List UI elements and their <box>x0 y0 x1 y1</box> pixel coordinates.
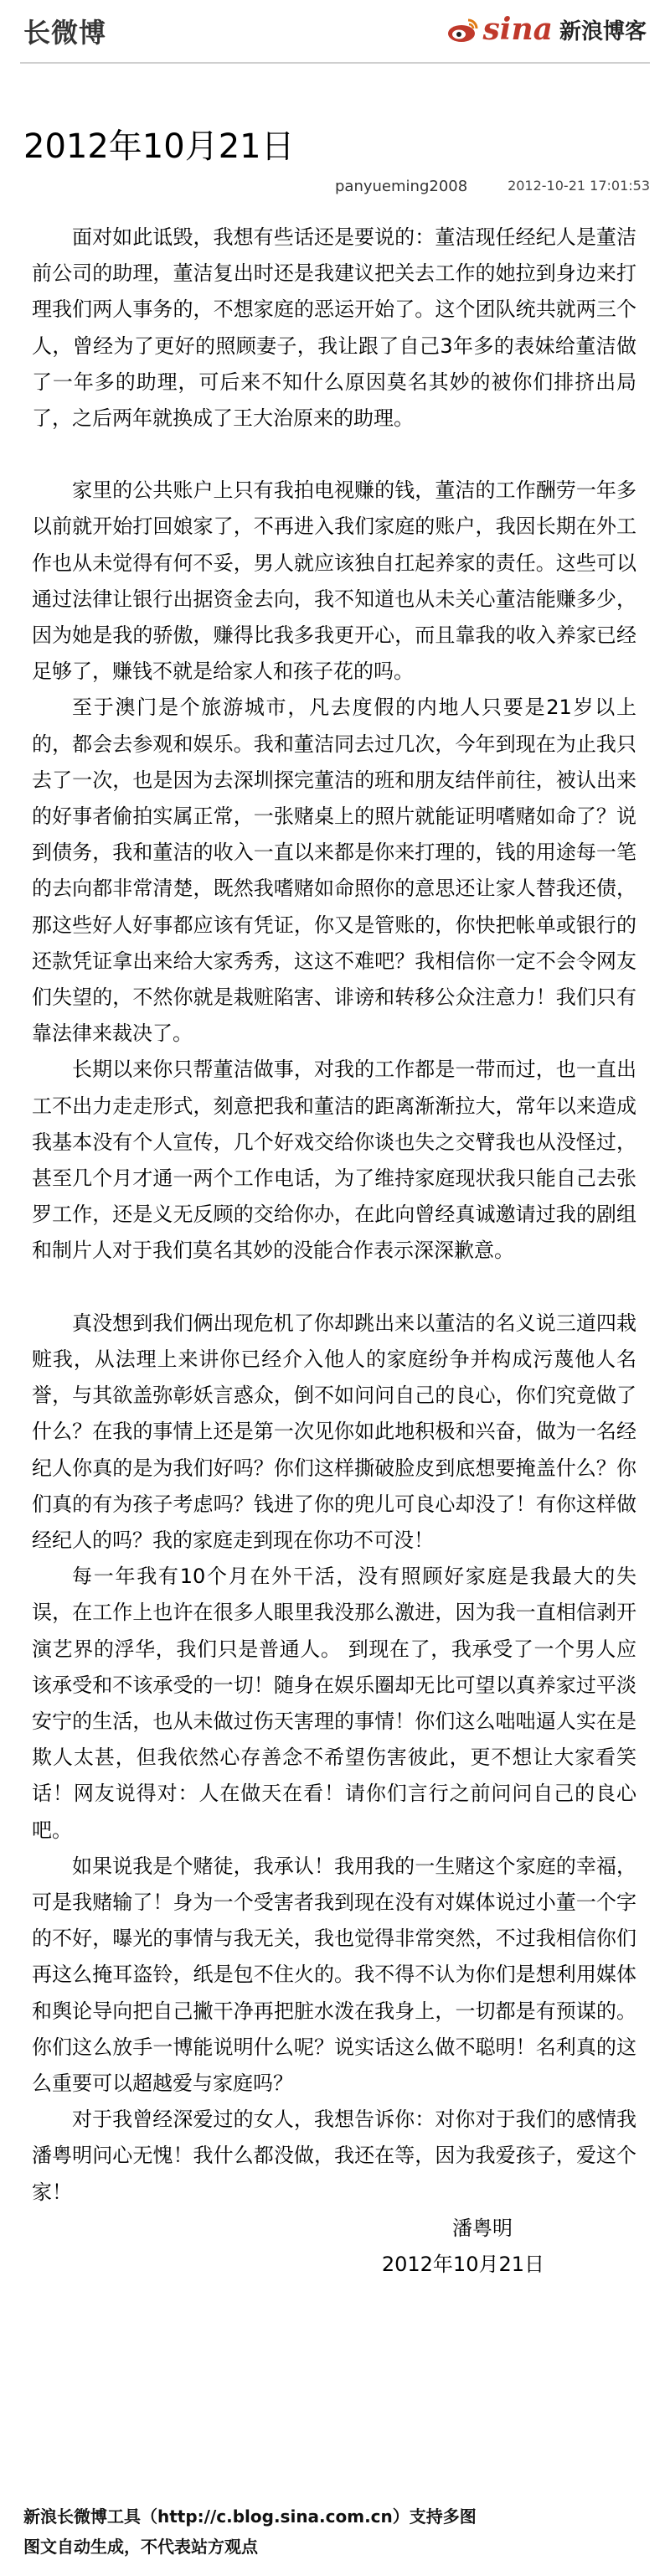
sina-eye-icon <box>446 15 480 44</box>
paragraph: 如果说我是个赌徒，我承认！我用我的一生赌这个家庭的幸福，可是我赌输了！身为一个受害者我到现在没有对媒体说过小董一个字的不好，曝光的事情与我无关，我也觉得非常突然，不过我相信你们再这么掩耳盗铃，纸是包不住火的。我不得不认为你们是想利用媒体和舆论导向把自己撇干净再把脏水泼在我身上，一切都是有预谋的。你们这么放手一博能说明什么呢？说实话这么做不聪明！名利真的这么重要可以超越爱与家庭吗？ <box>32 1854 636 2095</box>
header <box>0 0 670 62</box>
footer-disclaimer: 图文自动生成，不代表站方观点 <box>23 2537 258 2557</box>
post-title: 2012年10月21日 <box>23 127 295 166</box>
app-title: 长微博 <box>23 17 107 49</box>
paragraph-gap <box>32 437 636 473</box>
footer-tool-note[interactable]: 新浪长微博工具（http://c.blog.sina.com.cn）支持多图 <box>23 2506 477 2527</box>
paragraph: 家里的公共账户上只有我拍电视赚的钱，董洁的工作酬劳一年多以前就开始打回娘家了，不再进入我们家庭的账户，我因长期在外工作也从未觉得有何不妥，男人就应该独自扛起养家的责任。这些可以通过法律让银行出据资金去向，我不知道也从未关心董洁能赚多少，因为她是我的骄傲，赚得比我多我更开心，而且靠我的收入养家已经足够了，赚钱不就是给家人和孩子花的吗。 <box>32 478 636 684</box>
blog-brand-label: 新浪博客 <box>559 18 647 44</box>
paragraph: 至于澳门是个旅游城市，凡去度假的内地人只要是21岁以上的，都会去参观和娱乐。我和董洁同去过几次，今年到现在为止我只去了一次，也是因为去深圳探完董洁的班和朋友结伴前往，被认出来的好事者偷拍实属正常，一张赌桌上的照片就能证明嗜赌如命了？说到债务，我和董洁的收入一直以来都是你来打理的，钱的用途每一笔的去向都非常清楚，既然我嗜赌如命照你的意思还让家人替我还债，那这些好人好事都应该有凭证，你又是管账的，你快把帐单或银行的还款凭证拿出来给大家秀秀，这这不难吧？我相信你一定不会令网友们失望的，不然你就是栽赃陷害、诽谤和转移公众注意力！我们只有靠法律来裁决了。 <box>32 696 636 1046</box>
sina-logo: sina <box>482 12 553 47</box>
paragraph: 每一年我有10个月在外干活，没有照顾好家庭是我最大的失误，在工作上也许在很多人眼里我没那么激进，因为我一直相信剥开演艺界的浮华，我们只是普通人。 到现在了，我承受了一个男人应该承受和不该承受的一切！随身在娱乐圈却无比可望以真养家过平淡安宁的生活，也从未做过伤天害理的事情！你们这么咄咄逼人实在是欺人太甚，但我依然心存善念不希望伤害彼此，更不想让大家看笑话！网友说得对：人在做天在看！请你们言行之前问问自己的良心吧。 <box>32 1565 636 1842</box>
paragraph: 对于我曾经深爱过的女人，我想告诉你：对你对于我们的感情我潘粤明问心无愧！我什么都没做，我还在等，因为我爱孩子，爱这个家！ <box>32 2108 636 2204</box>
footer <box>23 2501 477 2562</box>
post-content <box>32 220 636 2283</box>
sina-blog-brand[interactable] <box>446 5 647 54</box>
signature-name: 潘粤明 <box>452 2216 513 2240</box>
paragraph: 面对如此诋毁，我想有些话还是要说的：董洁现任经纪人是董洁前公司的助理，董洁复出时还是我建议把关去工作的她拉到身边来打理我们两人事务的，不想家庭的恶运开始了。这个团队统共就两三个人，曾经为了更好的照顾妻子，我让跟了自己3年多的表妹给董洁做了一年多的助理，可后来不知什么原因莫名其妙的被你们排挤出局了，之后两年就换成了王大治原来的助理。 <box>32 225 636 431</box>
paragraph: 真没想到我们俩出现危机了你却跳出来以董洁的名义说三道四栽赃我，从法理上来讲你已经介入他人的家庭纷争并构成污蔑他人名誉，与其欲盖弥彰妖言惑众，倒不如问问自己的良心，你们究竟做了什么？在我的事情上还是第一次见你如此地积极和兴奋，做为一名经纪人你真的是为我们好吗？你们这样撕破脸皮到底想要掩盖什么？你们真的有为孩子考虑吗？钱进了你的兜儿可良心却没了！有你这样做经纪人的吗？我的家庭走到现在你功不可没！ <box>32 1311 636 1552</box>
paragraph: 长期以来你只帮董洁做事，对我的工作都是一带而过，也一直出工不出力走走形式，刻意把我和董洁的距离渐渐拉大，常年以来造成我基本没有个人宣传，几个好戏交给你谈也失之交臂我也从没怪过，甚至几个月才通一两个工作电话，为了维持家庭现状我只能自己去张罗工作，还是义无反顾的交给你办，在此向曾经真诚邀请过我的剧组和制片人对于我们莫名其妙的没能合作表示深深歉意。 <box>32 1058 636 1263</box>
paragraph-gap <box>32 1270 636 1306</box>
header-divider <box>20 62 650 64</box>
signature-date: 2012年10月21日 <box>381 2252 544 2276</box>
post-datetime: 2012-10-21 17:01:53 <box>508 178 650 194</box>
author-name[interactable]: panyueming2008 <box>335 178 468 195</box>
